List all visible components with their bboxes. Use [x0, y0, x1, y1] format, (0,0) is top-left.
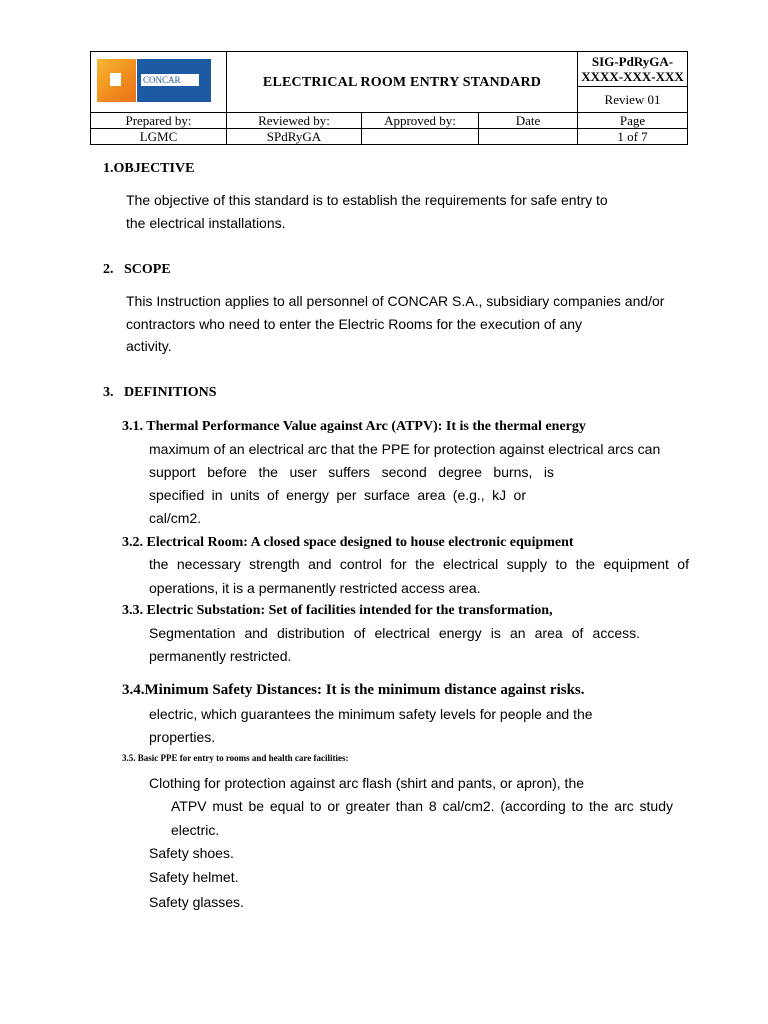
- definition-3-2-line-1: the necessary strength and control for the electrical supply to the equipment of: [149, 556, 689, 572]
- logo-blue-block: [137, 59, 211, 102]
- prepared-by-label: Prepared by:: [91, 113, 227, 129]
- objective-line-1: The objective of this standard is to establish the requirements for safe entry to: [126, 192, 608, 208]
- concar-logo: [91, 52, 226, 112]
- ppe-item-shoes: [149, 842, 234, 865]
- logo-text: CONCAR: [141, 74, 199, 86]
- definition-3-5-title: 3.5. Basic PPE for entry to rooms and health care facilities:: [122, 753, 349, 763]
- scope-heading: 2. SCOPE: [103, 262, 171, 277]
- ppe-item-helmet: [149, 866, 239, 889]
- definition-3-4-line-2: properties.: [149, 729, 216, 745]
- definition-3-1-line-2: support before the user suffers second degree burns, is: [149, 464, 554, 480]
- ppe-item-clothing: [149, 772, 584, 795]
- definition-3-1-line-3: specified in units of energy per surface area (e.g., kJ or: [149, 487, 526, 503]
- definition-3-4-line-1: electric, which guarantees the minimum safety levels for people and the: [149, 706, 593, 722]
- reviewed-by-label: Reviewed by:: [227, 113, 362, 129]
- ppe-item-clothing-line-3: electric.: [171, 822, 220, 838]
- ppe-item-clothing-text: Clothing for protection against arc flash (shirt and pants, or apron), the: [149, 775, 585, 791]
- ppe-item-clothing-line-2: ATPV must be equal to or greater than 8 cal/cm2. (according to the arc study: [171, 798, 673, 814]
- definition-3-3-line-1: Segmentation and distribution of electrical energy is an area of access.: [149, 625, 640, 641]
- logo-cell: [91, 52, 227, 113]
- approved-by-value: [362, 129, 479, 145]
- review-cell: Review 01: [578, 87, 688, 113]
- scope-line-3: activity.: [126, 338, 172, 354]
- logo-orange-block: [97, 59, 136, 102]
- document-code-line2: XXXX-XXX-XXX: [581, 69, 684, 85]
- document-code: [578, 52, 688, 87]
- date-value: [479, 129, 578, 145]
- ppe-item-helmet-text: Safety helmet.: [149, 869, 239, 885]
- objective-heading: 1.OBJECTIVE: [103, 161, 195, 176]
- page-label: Page: [578, 113, 688, 129]
- reviewed-by-value: SPdRyGA: [227, 129, 362, 145]
- definition-3-1-line-4: cal/cm2.: [149, 510, 202, 526]
- page-value: 1 of 7: [578, 129, 688, 145]
- prepared-by-value: LGMC: [91, 129, 227, 145]
- ppe-item-glasses-text: Safety glasses.: [149, 894, 244, 910]
- definition-3-3-line-2: permanently restricted.: [149, 648, 292, 664]
- definition-3-2-title: 3.2. Electrical Room: A closed space designed to house electronic equipment: [122, 535, 574, 550]
- definition-3-1-title: 3.1. Thermal Performance Value against Arc (ATPV): It is the thermal energy: [122, 419, 586, 434]
- document-header-table: [90, 51, 688, 145]
- objective-line-2: the electrical installations.: [126, 215, 286, 231]
- definition-3-1-line-1: maximum of an electrical arc that the PPE for protection against electrical arcs can: [149, 441, 661, 457]
- document-title: ELECTRICAL ROOM ENTRY STANDARD: [227, 52, 578, 113]
- approved-by-label: Approved by:: [362, 113, 479, 129]
- definition-3-3-title: 3.3. Electric Substation: Set of facilities intended for the transformation,: [122, 603, 553, 618]
- ppe-item-glasses: [149, 891, 244, 914]
- document-code-line1: SIG-PdRyGA-: [591, 54, 674, 70]
- scope-line-2: contractors who need to enter the Electric Rooms for the execution of any: [126, 316, 583, 332]
- definition-3-2-line-2: operations, it is a permanently restricted access area.: [149, 580, 481, 596]
- definition-3-4-title: 3.4.Minimum Safety Distances: It is the minimum distance against risks.: [122, 682, 585, 698]
- definitions-heading: 3. DEFINITIONS: [103, 385, 217, 400]
- scope-line-1: This Instruction applies to all personnel of CONCAR S.A., subsidiary companies and/or: [126, 293, 665, 309]
- ppe-item-shoes-text: Safety shoes.: [149, 845, 234, 861]
- date-label: Date: [479, 113, 578, 129]
